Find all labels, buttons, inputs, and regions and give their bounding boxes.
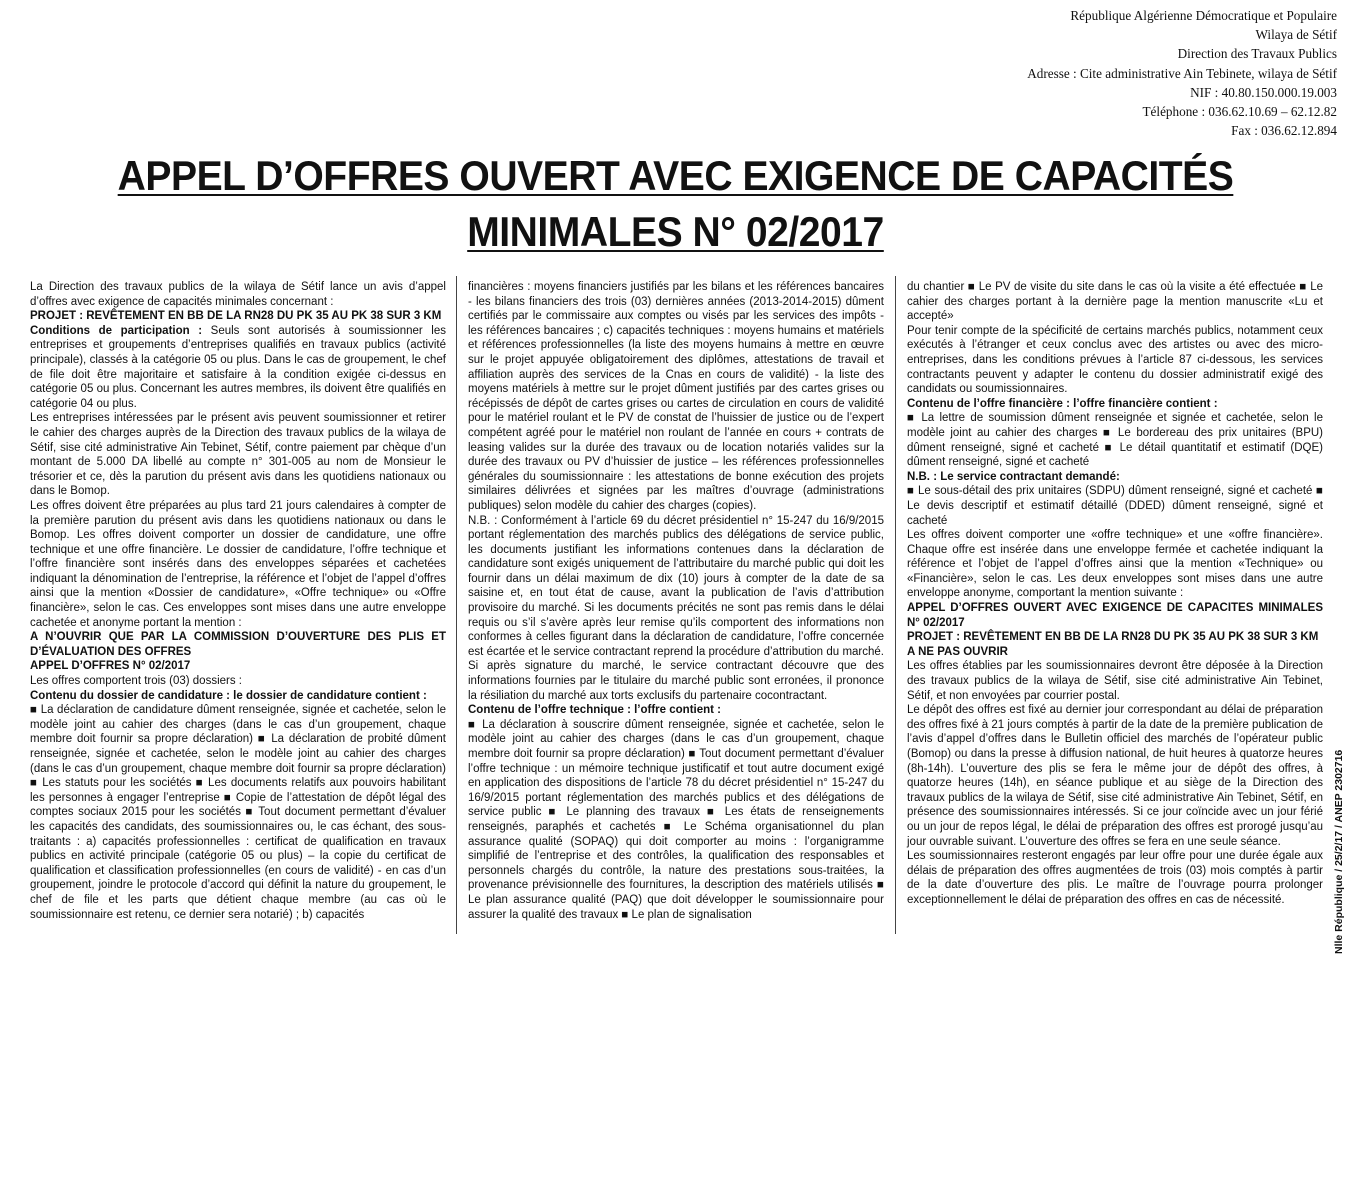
paragraph — [30, 309, 446, 324]
paragraph — [907, 280, 1323, 324]
paragraph-text: Contenu du dossier de candidature : le dossier de candidature contient : — [30, 689, 427, 702]
paragraph-text: ■ La déclaration à souscrire dûment renseignée, signée et cachetée, selon le modèle joint au cahier des charges (dans le cas d’un groupement, chaque membre doit fournir sa propre déclaration) ■ Tout document permettant d’évaluer l’offre technique : un mémoire technique justificatif et tout autre document exigé en application des dispositions de l’article 78 du décret présidentiel n° 15-247 du 16/9/2015 portant réglementation des marchés publics et des délégations de service public ■ Le planning des travaux ■ Les états de renseignements renseignés, paraphés et cachetés ■ Le Schéma organisationnel du plan assurance qualité (SOPAQ) qui doit comporter au moins : l’organigramme simplifié de l’entreprise et des contrôles, la qualification des responsables et personnels chargés du contrôle, la nature des prestations sous-traitées, la provenance prévisionnelle des fournitures, la description des matériels utilisés ■ Le plan assurance qualité (PAQ) que doit développer le soumissionnaire pour assurer la qualité des travaux ■ Le plan de signalisation — [468, 718, 884, 921]
paragraph-text: Contenu de l’offre financière : l’offre financière contient : — [907, 397, 1218, 410]
paragraph — [907, 645, 1323, 660]
paragraph-text: APPEL D’OFFRES OUVERT AVEC EXIGENCE DE CAPACITES MINIMALES N° 02/2017 — [907, 602, 1323, 629]
paragraph-text: Les offres doivent être préparées au plus tard 21 jours calendaires à compter de la première parution du présent avis dans les quotidiens nationaux ou dans le Bomop. Les offres doivent comporter un dossier de candidature, une offre technique et une offre financière. Le dossier de candidature, l’offre technique et l’offre financière sont insérés dans des enveloppes séparées et cachetées indiquant la dénomination de l’entreprise, la référence et l’objet de l’appel d’offres ainsi que la mention «Dossier de candidature», «Offre technique» ou «Offre financière», selon le cas. Ces enveloppes sont mises dans une autre enveloppe cachetée et anonyme portant la mention : — [30, 499, 446, 629]
paragraph — [907, 484, 1323, 528]
paragraph-text: A N’OUVRIR QUE PAR LA COMMISSION D’OUVERTURE DES PLIS ET D’ÉVALUATION DES OFFRES — [30, 631, 446, 658]
paragraph-text: Les offres comportent trois (03) dossiers : — [30, 675, 242, 688]
paragraph-text: Les soumissionnaires resteront engagés par leur offre pour une durée égale aux délais de préparation des offres augmentées de trois (03) mois comptés à partir de la date d’ouverture des plis. Le maître de l’ouvrage pourra prolonger exceptionnellement le délai de préparation des offres en cas de nécessité. — [907, 850, 1323, 906]
paragraph-text: N.B. : Conformément à l’article 69 du décret présidentiel n° 15-247 du 16/9/2015 portant réglementation des marchés publics des délégations de service public, les documents justifiant les informations contenues dans la déclaration de candidature sont exigés uniquement de l’attributaire du marché public qui doit les fournir dans un délai maximum de dix (10) jours à compter de la date de sa saisine et, en tout état de cause, avant la publication de l’avis d’attribution provisoire du marché. Si les documents précités ne sont pas remis dans le délai requis ou s’il s’avère après leur remise qu’ils comportent des informations non conformes à celles figurant dans la déclaration de candidature, l’offre concernée est écartée et le service contractant reprend la procédure d’attribution du marché. Si après signature du marché, le service contractant découvre que des informations fournies par le titulaire du marché public sont erronées, il prononce la résiliation du marché aux torts exclusifs du partenaire cocontractant. — [468, 514, 884, 702]
paragraph — [907, 703, 1323, 849]
paragraph — [30, 703, 446, 922]
publication-reference: Nlle République / 25/2/17 / ANEP 2302716 — [1333, 749, 1345, 954]
paragraph-text: La Direction des travaux publics de la wilaya de Sétif lance un avis d’appel d’offres avec exigence de capacités minimales concernant : — [30, 281, 446, 308]
header-line: Téléphone : 036.62.10.69 – 62.12.82 — [1142, 104, 1337, 120]
paragraph — [907, 849, 1323, 907]
column-divider — [456, 276, 457, 934]
paragraph — [907, 470, 1323, 485]
paragraph-text: Les offres établies par les soumissionnaires devront être déposée à la Direction des travaux publics de la wilaya de Sétif, sise cité administrative Ain Tebinet, Sétif, et non envoyées par courrier postal. — [907, 660, 1323, 702]
paragraph-text: ■ La lettre de soumission dûment renseignée et signée et cachetée, selon le modèle joint au cahier des charges ■ Le bordereau des prix unitaires (BPU) dûment renseigné, signé et cacheté ■ Le détail quantitatif et estimatif (DQE) dûment renseigné, signé et cacheté — [907, 412, 1323, 469]
text-column-3 — [907, 280, 1323, 908]
header-line: Wilaya de Sétif — [1255, 27, 1337, 43]
paragraph — [468, 280, 884, 514]
paragraph-text: APPEL D’OFFRES N° 02/2017 — [30, 660, 191, 673]
paragraph-text: du chantier ■ Le PV de visite du site dans le cas où la visite a été effectuée ■ Le cahier des charges portant à la dernière page la mention manuscrite «Lu et accepté» — [907, 281, 1323, 323]
paragraph — [907, 528, 1323, 601]
paragraph — [907, 324, 1323, 397]
paragraph-text: Les offres doivent comporter une «offre technique» et une «offre financière». Chaque offre est insérée dans une enveloppe fermée et cachetée indiquant la référence et l’objet de l’appel d’offres ainsi que la mention «Technique» ou «Financière», selon le cas. Les deux enveloppes sont mises dans une autre enveloppe anonyme, comportant la mention suivante : — [907, 529, 1323, 600]
paragraph-text: Contenu de l’offre technique : l’offre contient : — [468, 704, 721, 717]
paragraph — [907, 659, 1323, 703]
paragraph — [30, 411, 446, 499]
paragraph — [468, 703, 884, 718]
paragraph-lead: Conditions de participation : — [30, 324, 203, 337]
paragraph-text: PROJET : REVÊTEMENT EN BB DE LA RN28 DU PK 35 AU PK 38 SUR 3 KM — [30, 310, 442, 323]
header-line: Adresse : Cite administrative Ain Tebinete, wilaya de Sétif — [1027, 65, 1337, 81]
header-line: NIF : 40.80.150.000.19.003 — [1190, 84, 1337, 100]
paragraph — [30, 689, 446, 704]
text-column-2 — [468, 280, 884, 922]
title-line-1: APPEL D’OFFRES OUVERT AVEC EXIGENCE DE CAPACITÉS — [117, 152, 1234, 199]
paragraph — [468, 718, 884, 922]
paragraph-text: ■ Le sous-détail des prix unitaires (SDPU) dûment renseigné, signé et cacheté ■ Le devis descriptif et estimatif détaillé (DDED) dûment renseigné, signé et cacheté — [907, 485, 1323, 527]
paragraph-text: Le dépôt des offres est fixé au dernier jour correspondant au délai de préparation des offres fixé à 21 jours comptés à partir de la date de la première publication de l’avis d’appel d’offres dans le Bulletin officiel des marchés de l’opérateur public (Bomop) ou dans la presse à diffusion national, de huit heures à quatorze heures (8h-14h). L’ouverture des plis se fera le même jour de dépôt des offres, à quatorze heures (14h), en séance publique et au siège de la Direction des travaux publics de la wilaya de Sétif, sise cité administrative Ain Tebinet, Sétif, en présence des soumissionnaires intéressés. Si ce jour coïncide avec un jour férié ou un jour de repos légal, le délai de préparation des offres est prorogé jusqu’au jour ouvrable suivant. L’ouverture des offres se fera en une seule séance. — [907, 704, 1323, 848]
paragraph-text: ■ La déclaration de candidature dûment renseignée, signée et cachetée, selon le modèle joint au cahier des charges (dans le cas d’un groupement, chaque membre doit fournir sa propre déclaration) ■ La déclaration de probité dûment renseignée, signée et cachetée, selon le modèle joint au cahier des charges (dans le cas d’un groupement, chaque membre doit fournir sa propre déclaration) ■ Les statuts pour les sociétés ■ Les documents relatifs aux pouvoirs habilitant les personnes à engager l’entreprise ■ Copie de l’attestation de dépôt légal des comptes sociaux 2015 pour les sociétés ■ Tout document permettant d’évaluer les capacités des candidats, des soumissionnaires ou, le cas échant, des sous-traitants : a) capacités professionnelles : certificat de qualification en travaux publics en activité principale (catégorie 05 ou plus) – la copie du certificat de qualification et classification professionnelles (en cours de validité) - en cas d’un groupement, joindre le protocole d’accord qui définit la nature du groupement, le chef de file et les parts que détient chaque membre (au cas où le soumissionnaire est retenu, ce dernier sera notarié) ; b) capacités — [30, 704, 446, 921]
paragraph-text: Les entreprises intéressées par le présent avis peuvent soumissionner et retirer le cahier des charges auprès de la Direction des travaux publics de la wilaya de Sétif, sise cité administrative Ain Tebinet, Sétif, contre paiement par chèque d’un montant de 5.000 DA libellé au compte n° 301-005 au nom de Monsieur le trésorier et ce, dès la parution du présent avis dans les quotidiens nationaux ou dans le Bomop. — [30, 412, 446, 498]
paragraph-text: Seuls sont autorisés à soumissionner les entreprises et groupements d’entreprises qualifiés en travaux publics (activité principale), classés à la catégorie 05 ou plus. Dans le cas de groupement, le chef de file doit être majoritaire et satisfaire à la condition exigée ci-dessus en catégorie 05 ou plus. Concernant les autres membres, ils doivent être qualifiés en catégorie 04 ou plus. — [30, 324, 446, 410]
paragraph — [907, 397, 1323, 412]
paragraph — [907, 601, 1323, 630]
paragraph-text: A NE PAS OUVRIR — [907, 645, 1008, 658]
paragraph-text: Pour tenir compte de la spécificité de certains marchés publics, notamment ceux exécutés à l’étranger et ceux conclus avec des artistes ou avec des micro-entreprises, dans les conditions prévues à l’article 87 ci-dessous, les services contractants peuvent y adapter le contenu du dossier administratif exigé des candidats ou soumissionnaires. — [907, 324, 1323, 396]
text-column-1 — [30, 280, 446, 922]
column-divider — [895, 276, 896, 934]
paragraph-text: financières : moyens financiers justifiés par les bilans et les références bancaires - les bilans financiers des trois (03) dernières années (2013-2014-2015) dûment certifiés par le commissaire aux comptes ou visés par les services des impôts - les références bancaires ; c) capacités techniques : moyens humains et matériels et références professionnelles (la liste des moyens humains à mettre en œuvre sur le projet appuyée obligatoirement des diplômes, attestations de travail et affiliation auprès des services de la Cnas en cours de validité) - la liste des moyens matériels à mettre sur le projet dûment justifiés par des cartes grises ou récépissés de dépôt de cartes grises ou cartes de circulation en cours de validité pour le matériel roulant et le PV de constat de l’huissier de justice ou de l’expert compétent agréé pour le matériel non roulant de l’année en cours + contrats de leasing valides sur la durée des travaux ou de location notariés valides sur la durée des travaux ou PV d’huissier de justice – les références professionnelles générales du soumissionnaire : les attestations de bonne exécution des projets similaires délivrées et signées par les maîtres d’ouvrage (administrations publiques) selon modèle du cahier des charges (copies). — [468, 281, 884, 512]
paragraph-text: N.B. : Le service contractant demandé: — [907, 470, 1120, 483]
paragraph — [30, 659, 446, 674]
page-title — [47, 148, 1303, 260]
header-line: Direction des Travaux Publics — [1177, 46, 1337, 62]
paragraph — [468, 514, 884, 704]
paragraph — [907, 411, 1323, 469]
paragraph — [30, 280, 446, 309]
header-line: République Algérienne Démocratique et Populaire — [1070, 8, 1337, 23]
paragraph — [907, 630, 1323, 645]
paragraph — [30, 630, 446, 659]
issuer-header — [1027, 6, 1337, 140]
paragraph — [30, 674, 446, 689]
title-line-2: MINIMALES N° 02/2017 — [467, 208, 884, 255]
paragraph — [30, 499, 446, 630]
paragraph-text: PROJET : REVÊTEMENT EN BB DE LA RN28 DU PK 35 AU PK 38 SUR 3 KM — [907, 631, 1319, 644]
header-line: Fax : 036.62.12.894 — [1231, 123, 1337, 139]
paragraph — [30, 324, 446, 412]
